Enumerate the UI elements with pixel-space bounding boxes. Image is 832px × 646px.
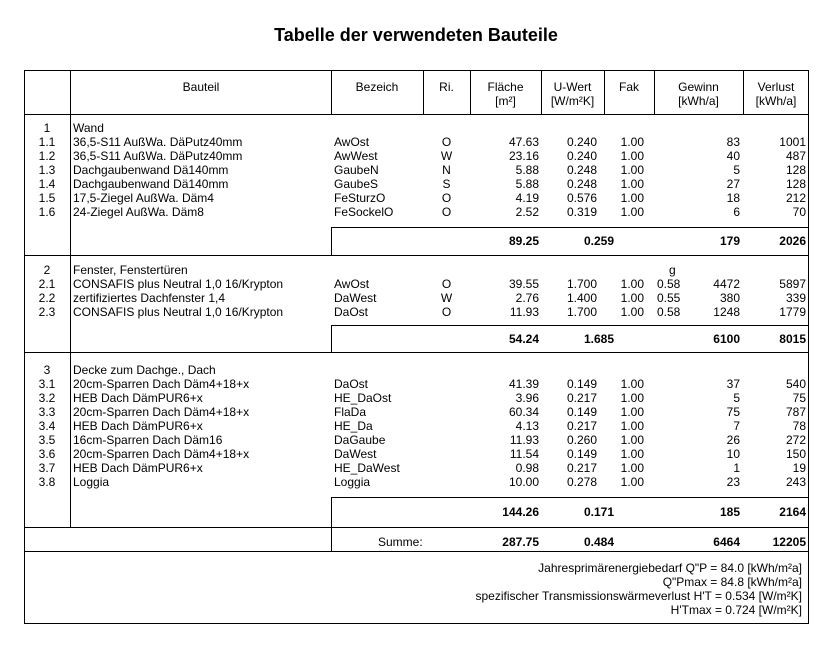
row-verlust: 272 bbox=[785, 433, 806, 447]
row-gewinn: 6 bbox=[733, 205, 740, 219]
row-bezeich: FeSturzO bbox=[334, 191, 386, 205]
row-bezeich: HE_DaOst bbox=[334, 391, 392, 405]
header-bezeich: Bezeich bbox=[355, 80, 399, 94]
row-flaeche: 3.96 bbox=[515, 391, 539, 405]
row-uwert: 1.700 bbox=[566, 305, 597, 319]
row-bezeich: AwWest bbox=[334, 149, 378, 163]
section-total-flaeche: 144.26 bbox=[502, 505, 539, 519]
section-total-flaeche: 89.25 bbox=[508, 234, 539, 248]
row-gewinn: 40 bbox=[726, 149, 740, 163]
header-divider bbox=[24, 114, 809, 115]
row-bezeich: FeSockelO bbox=[334, 205, 394, 219]
row-number: 1.2 bbox=[38, 149, 56, 163]
row-flaeche: 39.55 bbox=[508, 277, 539, 291]
row-uwert: 0.260 bbox=[566, 433, 597, 447]
summe-uwert: 0.484 bbox=[583, 535, 614, 549]
row-flaeche: 0.98 bbox=[515, 461, 539, 475]
section-total-verlust: 2026 bbox=[779, 234, 806, 248]
section-total-uwert: 1.685 bbox=[583, 332, 614, 346]
row-bezeich: DaWest bbox=[334, 447, 377, 461]
row-uwert: 0.576 bbox=[566, 191, 597, 205]
row-fak: 1.00 bbox=[620, 419, 644, 433]
summe-flaeche: 287.75 bbox=[502, 535, 539, 549]
row-bauteil: HEB Dach DämPUR6+x bbox=[73, 461, 203, 475]
row-flaeche: 10.00 bbox=[508, 475, 539, 489]
section-total-gewinn: 185 bbox=[719, 505, 740, 519]
row-fak: 1.00 bbox=[620, 135, 644, 149]
row-gewinn: 5 bbox=[733, 163, 740, 177]
row-uwert: 0.278 bbox=[566, 475, 597, 489]
row-fak: 1.00 bbox=[620, 433, 644, 447]
header-flaeche-unit: [m²] bbox=[495, 94, 516, 108]
total-rule bbox=[331, 325, 809, 326]
row-uwert: 0.217 bbox=[566, 419, 597, 433]
row-verlust: 339 bbox=[785, 291, 806, 305]
row-bezeich: DaGaube bbox=[334, 433, 386, 447]
row-bezeich: GaubeN bbox=[334, 163, 379, 177]
row-flaeche: 4.13 bbox=[515, 419, 539, 433]
row-number: 2.1 bbox=[38, 277, 56, 291]
row-uwert: 0.149 bbox=[566, 447, 597, 461]
row-gewinn: 4472 bbox=[713, 277, 740, 291]
row-bauteil: 36,5-S11 AußWa. DäPutz40mm bbox=[73, 149, 243, 163]
row-richtung: W bbox=[440, 149, 453, 163]
row-uwert: 0.248 bbox=[566, 177, 597, 191]
section-number: 3 bbox=[43, 363, 51, 377]
row-verlust: 78 bbox=[792, 419, 806, 433]
section-name: Decke zum Dachge., Dach bbox=[73, 363, 216, 377]
row-fak: 1.00 bbox=[620, 277, 644, 291]
row-flaeche: 41.39 bbox=[508, 377, 539, 391]
row-bezeich: HE_Da bbox=[334, 419, 373, 433]
row-verlust: 787 bbox=[785, 405, 806, 419]
row-verlust: 70 bbox=[792, 205, 806, 219]
row-fak: 1.00 bbox=[620, 305, 644, 319]
row-richtung: O bbox=[441, 305, 452, 319]
row-bauteil: Loggia bbox=[73, 475, 110, 489]
row-number: 3.4 bbox=[38, 419, 56, 433]
row-bauteil: 17,5-Ziegel AußWa. Däm4 bbox=[73, 191, 214, 205]
row-flaeche: 2.52 bbox=[515, 205, 539, 219]
footer-divider bbox=[24, 551, 809, 552]
row-fak: 1.00 bbox=[620, 391, 644, 405]
row-verlust: 128 bbox=[785, 177, 806, 191]
section-total-flaeche: 54.24 bbox=[508, 332, 539, 346]
row-number: 1.1 bbox=[38, 135, 56, 149]
row-gewinn: 18 bbox=[726, 191, 740, 205]
row-verlust: 540 bbox=[785, 377, 806, 391]
total-divider bbox=[331, 325, 332, 352]
document-title: Tabelle der verwendeten Bauteile bbox=[274, 25, 558, 45]
row-flaeche: 60.34 bbox=[508, 405, 539, 419]
row-uwert: 1.700 bbox=[566, 277, 597, 291]
row-richtung: O bbox=[441, 135, 452, 149]
row-verlust: 487 bbox=[785, 149, 806, 163]
row-uwert: 0.217 bbox=[566, 461, 597, 475]
row-fak: 1.00 bbox=[620, 377, 644, 391]
col-divider bbox=[70, 114, 71, 527]
row-uwert: 0.149 bbox=[566, 377, 597, 391]
row-bauteil: 24-Ziegel AußWa. Däm8 bbox=[73, 205, 204, 219]
row-number: 3.2 bbox=[38, 391, 56, 405]
row-number: 3.8 bbox=[38, 475, 56, 489]
row-gewinn: 27 bbox=[726, 177, 740, 191]
row-uwert: 1.400 bbox=[566, 291, 597, 305]
total-rule bbox=[331, 497, 809, 498]
row-fak: 1.00 bbox=[620, 405, 644, 419]
row-uwert: 0.240 bbox=[566, 149, 597, 163]
row-verlust: 243 bbox=[785, 475, 806, 489]
row-number: 3.6 bbox=[38, 447, 56, 461]
row-fak: 1.00 bbox=[620, 461, 644, 475]
row-flaeche: 47.63 bbox=[508, 135, 539, 149]
row-number: 3.7 bbox=[38, 461, 56, 475]
summe-divider bbox=[331, 527, 332, 551]
section-total-uwert: 0.171 bbox=[583, 505, 614, 519]
total-rule bbox=[331, 227, 809, 228]
row-gewinn: 83 bbox=[726, 135, 740, 149]
row-uwert: 0.149 bbox=[566, 405, 597, 419]
row-gewinn: 380 bbox=[719, 291, 740, 305]
row-flaeche: 2.76 bbox=[515, 291, 539, 305]
header-uwert: U-Wert bbox=[553, 80, 592, 94]
row-bezeich: DaWest bbox=[334, 291, 377, 305]
row-flaeche: 11.93 bbox=[509, 305, 539, 319]
total-divider bbox=[331, 227, 332, 255]
header-gewinn: Gewinn bbox=[678, 80, 719, 94]
row-uwert: 0.217 bbox=[566, 391, 597, 405]
row-fak: 1.00 bbox=[620, 177, 644, 191]
row-fak: 1.00 bbox=[620, 205, 644, 219]
row-fak: 1.00 bbox=[620, 191, 644, 205]
row-flaeche: 4.19 bbox=[515, 191, 539, 205]
row-gewinn: 37 bbox=[726, 377, 740, 391]
row-flaeche: 11.54 bbox=[509, 447, 539, 461]
row-gewinn: 7 bbox=[733, 419, 740, 433]
row-number: 3.5 bbox=[38, 433, 56, 447]
row-bauteil: CONSAFIS plus Neutral 1,0 16/Krypton bbox=[73, 277, 284, 291]
row-bauteil: 20cm-Sparren Dach Däm4+18+x bbox=[73, 405, 250, 419]
row-uwert: 0.319 bbox=[566, 205, 597, 219]
row-bezeich: DaOst bbox=[334, 377, 369, 391]
header-bauteil: Bauteil bbox=[182, 80, 220, 94]
row-number: 3.1 bbox=[38, 377, 56, 391]
row-number: 1.6 bbox=[38, 205, 56, 219]
g-label: g bbox=[669, 263, 676, 277]
row-bauteil: 36,5-S11 AußWa. DäPutz40mm bbox=[73, 135, 243, 149]
row-flaeche: 5.88 bbox=[515, 177, 539, 191]
section-name: Fenster, Fenstertüren bbox=[73, 263, 188, 277]
section-number: 2 bbox=[43, 263, 51, 277]
header-ri: Ri. bbox=[439, 80, 454, 94]
row-number: 1.5 bbox=[38, 191, 56, 205]
header-fak: Fak bbox=[618, 80, 639, 94]
footer-line: Jahresprimärenergiebedarf Q"P = 84.0 [kWh/m²a] bbox=[538, 561, 802, 575]
row-bauteil: CONSAFIS plus Neutral 1,0 16/Krypton bbox=[73, 305, 284, 319]
row-verlust: 1779 bbox=[779, 305, 806, 319]
row-number: 1.3 bbox=[38, 163, 56, 177]
footer-line: H'Tmax = 0.724 [W/m²K] bbox=[670, 603, 802, 617]
row-bezeich: HE_DaWest bbox=[334, 461, 400, 475]
row-bezeich: FlaDa bbox=[334, 405, 367, 419]
row-flaeche: 23.16 bbox=[508, 149, 539, 163]
row-gewinn: 1 bbox=[733, 461, 740, 475]
row-fak: 1.00 bbox=[620, 447, 644, 461]
row-bezeich: Loggia bbox=[334, 475, 371, 489]
row-g-wert: 0.55 bbox=[657, 291, 681, 305]
row-bezeich: AwOst bbox=[334, 135, 370, 149]
row-richtung: S bbox=[442, 177, 451, 191]
row-richtung: O bbox=[441, 191, 452, 205]
header-gewinn-unit: [kWh/a] bbox=[678, 94, 719, 108]
row-richtung: O bbox=[441, 205, 452, 219]
row-bauteil: HEB Dach DämPUR6+x bbox=[73, 391, 203, 405]
row-bezeich: DaOst bbox=[334, 305, 369, 319]
row-gewinn: 5 bbox=[733, 391, 740, 405]
section-number: 1 bbox=[43, 121, 51, 135]
row-richtung: W bbox=[440, 291, 453, 305]
header-uwert-unit: [W/m²K] bbox=[550, 94, 595, 108]
row-number: 1.4 bbox=[38, 177, 56, 191]
total-divider bbox=[331, 497, 332, 527]
row-verlust: 128 bbox=[785, 163, 806, 177]
section-1-divider bbox=[24, 255, 809, 256]
row-number: 2.2 bbox=[38, 291, 56, 305]
row-bauteil: zertifiziertes Dachfenster 1,4 bbox=[73, 291, 226, 305]
row-richtung: N bbox=[442, 163, 451, 177]
row-bauteil: Dachgaubenwand Dä140mm bbox=[73, 177, 229, 191]
row-verlust: 75 bbox=[792, 391, 806, 405]
row-number: 3.3 bbox=[38, 405, 56, 419]
footer-line: spezifischer Transmissionswärmeverlust H'T = 0.534 [W/m²K] bbox=[475, 589, 802, 603]
row-richtung: O bbox=[441, 277, 452, 291]
row-gewinn: 26 bbox=[726, 433, 740, 447]
row-uwert: 0.240 bbox=[566, 135, 597, 149]
section-total-verlust: 8015 bbox=[779, 332, 806, 346]
row-bauteil: 20cm-Sparren Dach Däm4+18+x bbox=[73, 377, 250, 391]
row-verlust: 150 bbox=[785, 447, 806, 461]
section-total-gewinn: 179 bbox=[719, 234, 740, 248]
header-flaeche: Fläche bbox=[487, 80, 524, 94]
row-bauteil: 16cm-Sparren Dach Däm16 bbox=[73, 433, 223, 447]
header-verlust: Verlust bbox=[757, 80, 795, 94]
row-gewinn: 10 bbox=[726, 447, 740, 461]
row-gewinn: 75 bbox=[726, 405, 740, 419]
section-total-uwert: 0.259 bbox=[583, 234, 614, 248]
row-uwert: 0.248 bbox=[566, 163, 597, 177]
summe-gewinn: 6464 bbox=[713, 535, 740, 549]
row-bauteil: Dachgaubenwand Dä140mm bbox=[73, 163, 229, 177]
section-name: Wand bbox=[73, 121, 104, 135]
row-verlust: 19 bbox=[792, 461, 806, 475]
footer-line: Q"Pmax = 84.8 [kWh/m²a] bbox=[662, 575, 802, 589]
row-flaeche: 5.88 bbox=[515, 163, 539, 177]
section-total-verlust: 2164 bbox=[779, 505, 806, 519]
row-verlust: 5897 bbox=[779, 277, 806, 291]
row-bezeich: GaubeS bbox=[334, 177, 379, 191]
row-gewinn: 1248 bbox=[713, 305, 740, 319]
row-bauteil: HEB Dach DämPUR6+x bbox=[73, 419, 203, 433]
row-g-wert: 0.58 bbox=[657, 277, 681, 291]
row-bauteil: 20cm-Sparren Dach Däm4+18+x bbox=[73, 447, 250, 461]
row-gewinn: 23 bbox=[726, 475, 740, 489]
row-flaeche: 11.93 bbox=[509, 433, 539, 447]
summe-divider bbox=[24, 527, 809, 528]
row-verlust: 212 bbox=[785, 191, 806, 205]
row-g-wert: 0.58 bbox=[657, 305, 681, 319]
summe-label: Summe: bbox=[378, 535, 423, 549]
row-bezeich: AwOst bbox=[334, 277, 370, 291]
row-fak: 1.00 bbox=[620, 475, 644, 489]
row-number: 2.3 bbox=[38, 305, 56, 319]
row-verlust: 1001 bbox=[779, 135, 806, 149]
row-fak: 1.00 bbox=[620, 163, 644, 177]
header-verlust-unit: [kWh/a] bbox=[755, 94, 797, 108]
section-total-gewinn: 6100 bbox=[713, 332, 740, 346]
section-2-divider bbox=[24, 352, 809, 353]
row-fak: 1.00 bbox=[620, 149, 644, 163]
summe-verlust: 12205 bbox=[772, 535, 806, 549]
row-fak: 1.00 bbox=[620, 291, 644, 305]
